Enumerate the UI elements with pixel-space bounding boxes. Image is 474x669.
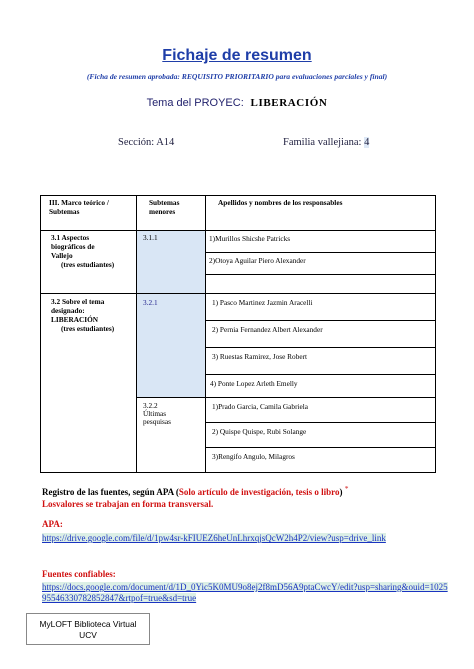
registro-line2: Losvalores se trabajan en forma transversal. [42,499,214,509]
section-line: Vallejo [51,251,73,260]
familia-label: Familia vallejiana: [283,137,362,148]
responsable-cell: 2) Pernia Fernandez Albert Alexander [206,321,436,348]
registro-close: ) [339,487,343,497]
section-line: (tres estudiantes) [61,260,115,269]
header-responsables: Apellidos y nombres de los responsables [206,196,436,231]
registro-text: Registro de las fuentes, según APA ( [42,487,179,497]
seccion-field [118,137,174,148]
empty-cell [206,275,436,294]
header-subtemas: Subtemas menores [137,196,206,231]
tema-value: LIBERACIÓN [250,97,328,109]
page-subtitle: (Ficha de resumen aprobada: REQUISITO PRIORITARIO para evaluaciones parciales y final) [86,72,388,81]
fuentes-link-text[interactable]: https://docs.google.com/document/d/1D_0Yic5K0MU9o8ej2f8mD56A9ptaCwcY/edit?usp=sharing&ouid=102595546330782852847&rtpof=true&sd=true [42,582,448,603]
apa-link[interactable] [42,532,452,544]
responsable-cell: 2)Otoya Aguilar Piero Alexander [206,253,436,275]
responsable-cell: 1)Prado Garcia, Camila Gabriela [206,398,436,423]
section-3-2-title [41,294,137,473]
registro-red-text: Solo artículo de investigación, tesis o libro [178,487,340,497]
subtema-3-2-2 [137,398,206,473]
fuentes-link[interactable] [42,582,452,604]
registro-fuentes [42,483,442,510]
subtema-line: 3.2.2 [143,401,158,410]
apa-label: APA: [42,519,63,529]
familia-value: 4 [364,137,370,148]
myloft-line1: MyLOFT Biblioteca Virtual [39,619,137,629]
tema-line [0,97,474,109]
section-line: (tres estudiantes) [61,324,115,333]
seccion-label: Sección: [118,137,155,148]
table-row [41,294,436,321]
section-line: 3.1 Aspectos [51,233,90,242]
apa-link-text[interactable]: https://drive.google.com/file/d/1pw4sr-kFIUEZ6heUnLhrxqjsQcW2h4P2/view?usp=drive_link [42,533,386,543]
section-line: designado: [51,306,85,315]
myloft-badge [26,613,150,645]
table-row [41,231,436,253]
tema-label: Tema del PROYEC: [146,97,244,109]
table-header-row [41,196,436,231]
seccion-value: A14 [156,137,175,148]
header-marco: III. Marco teórico / Subtemas [41,196,137,231]
responsable-cell: 2) Quispe Quispe, Rubi Solange [206,423,436,448]
subtema-3-2-1: 3.2.1 [137,294,206,398]
subtema-line: pesquisas [143,417,171,426]
responsable-cell: 3)Rengifo Angulo, Milagros [206,448,436,473]
responsable-cell: 1)Murillos Shicshe Patricks [206,231,436,253]
responsable-cell: 3) Ruestas Ramirez, Jose Robert [206,348,436,375]
subtema-line: Últimas [143,409,167,418]
responsable-cell: 4) Ponte Lopez Arleth Emelly [206,375,436,398]
familia-field [283,137,369,148]
section-3-1-title [41,231,137,294]
marco-teorico-table [40,195,436,473]
myloft-line2: UCV [79,630,97,640]
registro-star: * [344,484,349,493]
responsable-cell: 1) Pasco Martinez Jazmin Aracelli [206,294,436,321]
page-title: Fichaje de resumen [162,47,312,64]
section-line: 3.2 Sobre el tema [51,297,105,306]
fuentes-label: Fuentes confiables: [42,569,116,579]
section-line: LIBERACIÓN [51,315,99,324]
section-line: biográficos de [51,242,95,251]
subtema-3-1-1: 3.1.1 [137,231,206,294]
